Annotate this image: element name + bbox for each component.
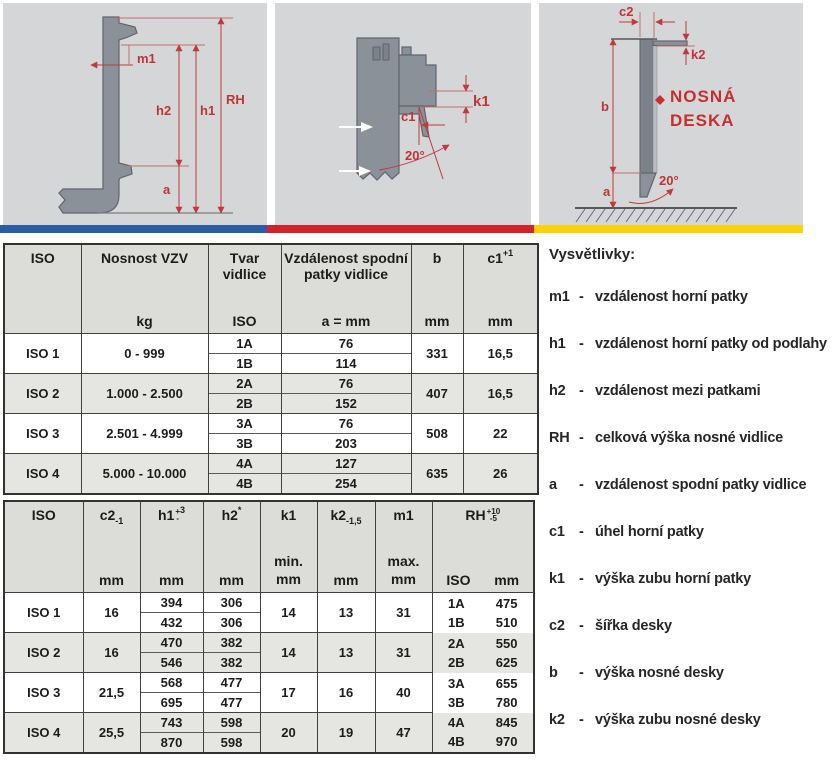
table-row <box>4 454 538 474</box>
ground-hatching <box>576 209 735 222</box>
col-header-iso: ISO <box>4 501 83 593</box>
bolt-detail <box>383 44 389 60</box>
legend-dash: - <box>579 571 584 587</box>
load-cell: 5.000 - 10.000 <box>81 454 208 495</box>
table-row <box>4 713 534 733</box>
dim-label-k2: k2 <box>691 47 706 62</box>
c2-cell: 25,5 <box>83 713 140 754</box>
legend-item-rh <box>549 430 837 446</box>
table2-header-row <box>4 501 534 593</box>
rh-cell: 1A 475 1B 510 <box>432 593 534 633</box>
plate-shape <box>640 39 653 173</box>
hook-detail-diagram <box>275 3 531 225</box>
legend-dash: - <box>579 524 584 540</box>
legend-symbol: a <box>549 477 557 493</box>
h1-cell: 568 <box>140 673 203 693</box>
rh-cell: 2A 550 2B 625 <box>432 633 534 673</box>
legend-desc: výška zubu horní patky <box>595 571 751 587</box>
k1-cell: 17 <box>260 673 317 713</box>
col-header-h1: h1 + - $^3$ mm <box>140 501 203 593</box>
legend-dash: - <box>579 383 584 399</box>
k2-cell: 13 <box>317 633 375 673</box>
blue-bar <box>0 225 267 233</box>
hook-detail-panel <box>275 3 531 225</box>
legend-dash: - <box>579 336 584 352</box>
iso-class-cell: ISO 3 <box>4 673 83 713</box>
angle-arc <box>629 189 673 203</box>
shape-code-cell: 2B <box>208 394 281 414</box>
iso-class-cell: ISO 1 <box>4 334 81 374</box>
hook-top-step <box>402 47 411 55</box>
iso-class-cell: ISO 3 <box>4 414 81 454</box>
rh-cell: 4A 845 4B 970 <box>432 713 534 754</box>
distance-cell: 76 <box>281 334 411 354</box>
shape-code-cell: 2A <box>208 374 281 394</box>
k1-cell: 20 <box>260 713 317 754</box>
fork-profile-shape <box>59 17 137 213</box>
c2-cell: 16 <box>83 633 140 673</box>
legend-item-c1 <box>549 524 837 540</box>
h2-cell: 382 <box>203 653 260 673</box>
b-cell: 407 <box>411 374 463 414</box>
plate-caption-line1: NOSNÁ <box>670 87 737 106</box>
legend-desc: vzdálenost horní patky <box>595 289 748 305</box>
legend-desc: celková výška nosné vidlice <box>595 430 784 446</box>
m1-cell: 47 <box>375 713 432 754</box>
legend-symbol: b <box>549 665 558 681</box>
shape-code-cell: 3A <box>208 414 281 434</box>
h2-cell: 306 <box>203 613 260 633</box>
legend-dash: - <box>579 712 584 728</box>
k2-cell: 13 <box>317 593 375 633</box>
legend-desc: vzdálenost horní patky od podlahy <box>595 336 827 352</box>
k2-cell: 19 <box>317 713 375 754</box>
c1-cell: 26 <box>463 454 538 495</box>
h2-cell: 477 <box>203 693 260 713</box>
plate-edge-highlight <box>653 39 657 173</box>
legend-desc: výška zubu nosné desky <box>595 712 761 728</box>
dim-label-k1: k1 <box>473 93 490 110</box>
col-header-distance: Vzdálenost spodní patky vidlice a = mm <box>281 244 411 334</box>
distance-cell: 76 <box>281 414 411 434</box>
m1-cell: 40 <box>375 673 432 713</box>
distance-cell: 254 <box>281 474 411 495</box>
legend-symbol: k1 <box>549 571 565 587</box>
b-cell: 635 <box>411 454 463 495</box>
distance-cell: 114 <box>281 354 411 374</box>
legend-symbol: m1 <box>549 289 570 305</box>
legend-desc: výška nosné desky <box>595 665 724 681</box>
load-cell: 1.000 - 2.500 <box>81 374 208 414</box>
bolt-detail <box>373 47 380 60</box>
legend-symbol: c2 <box>549 618 565 634</box>
col-header-k2: $k2_{-1,5}$ mm <box>317 501 375 593</box>
h1-cell: 695 <box>140 693 203 713</box>
legend-item-c2 <box>549 618 837 634</box>
k2-cell: 16 <box>317 673 375 713</box>
col-header-rh: RH +10 -5 ISO mm <box>432 501 534 593</box>
dim-label-rh: RH <box>226 92 245 107</box>
h2-cell: 598 <box>203 713 260 733</box>
legend-dash: - <box>579 477 584 493</box>
col-header-load: Nosnost VZV kg <box>81 244 208 334</box>
legend-item-k1 <box>549 571 837 587</box>
col-header-h2: h2* mm <box>203 501 260 593</box>
iso-class-cell: ISO 4 <box>4 454 81 495</box>
col-header-shape: Tvar vidlice ISO <box>208 244 281 334</box>
h1-cell: 470 <box>140 633 203 653</box>
b-cell: 508 <box>411 414 463 454</box>
legend-item-h1 <box>549 336 837 352</box>
c2-cell: 21,5 <box>83 673 140 713</box>
h1-cell: 394 <box>140 593 203 613</box>
plate-bottom-wedge <box>640 173 656 197</box>
rh-cell: 3A 655 3B 780 <box>432 673 534 713</box>
dim-label-a: a <box>603 184 611 199</box>
iso-class-cell: ISO 1 <box>4 593 83 633</box>
legend-dash: - <box>579 618 584 634</box>
shape-code-cell: 4B <box>208 474 281 495</box>
h1-cell: 432 <box>140 613 203 633</box>
h2-cell: 477 <box>203 673 260 693</box>
legend-item-b <box>549 665 837 681</box>
red-bar <box>267 225 534 233</box>
legend-dash: - <box>579 289 584 305</box>
b-cell: 331 <box>411 334 463 374</box>
fork-dimensions-table-2 <box>3 500 535 754</box>
fork-dimensions-table-1 <box>3 243 539 495</box>
distance-cell: 76 <box>281 374 411 394</box>
distance-cell: 127 <box>281 454 411 474</box>
load-cell: 2.501 - 4.999 <box>81 414 208 454</box>
dim-label-c1: c1 <box>401 109 416 124</box>
c1-cell: 16,5 <box>463 374 538 414</box>
yellow-bar <box>534 225 803 233</box>
col-header-c1: $c1^{+1}$ mm <box>463 244 538 334</box>
h1-cell: 546 <box>140 653 203 673</box>
legend <box>549 246 837 759</box>
panel-color-bars <box>0 225 803 233</box>
legend-desc: vzdálenost spodní patky vidlice <box>595 477 807 493</box>
shape-code-cell: 1B <box>208 354 281 374</box>
h1-cell: 870 <box>140 733 203 754</box>
shape-code-cell: 4A <box>208 454 281 474</box>
h2-cell: 382 <box>203 633 260 653</box>
col-header-b: b mm <box>411 244 463 334</box>
table-row <box>4 593 534 613</box>
distance-cell: 203 <box>281 434 411 454</box>
iso-class-cell: ISO 4 <box>4 713 83 754</box>
carrying-plate-diagram <box>539 3 803 225</box>
col-header-c2: $c2_{-1}$ mm <box>83 501 140 593</box>
dim-label-b: b <box>601 99 609 114</box>
table-row <box>4 414 538 434</box>
table-row <box>4 374 538 394</box>
legend-item-k2 <box>549 712 837 728</box>
dim-label-m1: m1 <box>137 51 156 66</box>
table-row <box>4 673 534 693</box>
h2-cell: 598 <box>203 733 260 754</box>
legend-desc: šířka desky <box>595 618 672 634</box>
m1-cell: 31 <box>375 633 432 673</box>
fork-side-view-diagram <box>3 3 267 225</box>
legend-symbol: h2 <box>549 383 566 399</box>
legend-title: Vysvětlivky: <box>549 246 636 263</box>
c1-cell: 22 <box>463 414 538 454</box>
legend-dash: - <box>579 430 584 446</box>
k1-cell: 14 <box>260 593 317 633</box>
legend-desc: vzdálenost mezi patkami <box>595 383 761 399</box>
iso-class-cell: ISO 2 <box>4 374 81 414</box>
col-header-iso: ISO <box>4 244 81 334</box>
h1-cell: 743 <box>140 713 203 733</box>
c1-cell: 16,5 <box>463 334 538 374</box>
distance-cell: 152 <box>281 394 411 414</box>
table1-header-row <box>4 244 538 334</box>
legend-dash: - <box>579 665 584 681</box>
dim-label-h2: h2 <box>156 103 172 118</box>
shape-code-cell: 3B <box>208 434 281 454</box>
dim-label-h1: h1 <box>200 103 216 118</box>
legend-symbol: h1 <box>549 336 566 352</box>
col-header-k1: k1 min. mm <box>260 501 317 593</box>
c1-angle-line <box>419 107 443 179</box>
table-row <box>4 334 538 354</box>
legend-item-m1 <box>549 289 837 305</box>
h2-cell: 306 <box>203 593 260 613</box>
shape-code-cell: 1A <box>208 334 281 354</box>
carrying-plate-panel <box>539 3 803 225</box>
plate-caption-line2: DESKA <box>670 111 735 130</box>
dim-label-angle: 20° <box>405 148 425 163</box>
iso-class-cell: ISO 2 <box>4 633 83 673</box>
hook-step-shape <box>399 55 436 106</box>
legend-symbol: RH <box>549 430 570 446</box>
legend-symbol: c1 <box>549 524 565 540</box>
load-cell: 0 - 999 <box>81 334 208 374</box>
table-row <box>4 633 534 653</box>
fork-side-view-panel <box>3 3 267 225</box>
m1-cell: 31 <box>375 593 432 633</box>
k1-cell: 14 <box>260 633 317 673</box>
dim-label-a: a <box>163 182 171 197</box>
legend-item-a <box>549 477 837 493</box>
legend-symbol: k2 <box>549 712 565 728</box>
hook-tab-shape <box>653 41 687 46</box>
c2-cell: 16 <box>83 593 140 633</box>
legend-desc: úhel horní patky <box>595 524 704 540</box>
col-header-m1: m1 max. mm <box>375 501 432 593</box>
dim-label-c2: c2 <box>619 4 634 19</box>
legend-item-h2 <box>549 383 837 399</box>
dim-label-angle: 20° <box>659 173 679 188</box>
